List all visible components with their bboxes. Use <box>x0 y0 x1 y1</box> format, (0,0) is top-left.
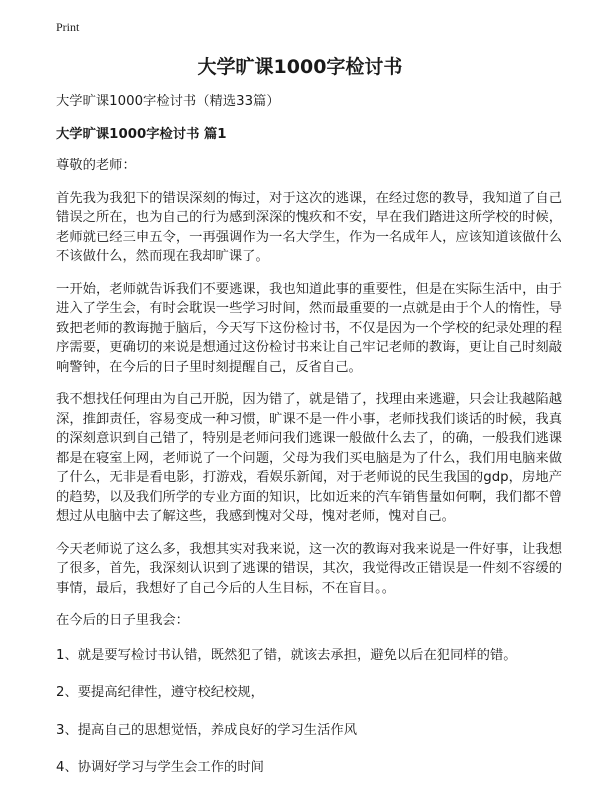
document-body <box>56 92 562 796</box>
paragraph: 首先我为我犯下的错误深刻的悔过，对于这次的逃课，在经过您的教导，我知道了自己错误之所在，也为自己的行为感到深深的愧疚和不安，早在我们踏进这所学校的时候，老师就已经三申五令，一再强调作为一名大学生，作为一名成年人，应该知道该做什么不该做什么，然而现在我却旷课了。 <box>56 190 562 264</box>
print-link[interactable]: Print <box>56 20 80 34</box>
list-item: 2、要提高纪律性，遵守校纪校规， <box>56 685 264 700</box>
paragraph: 一开始，老师就告诉我们不要逃课，我也知道此事的重要性，但是在实际生活中，由于进入了学生会，有时会耽误一些学习时间，然而最重要的一点就是由于个人的惰性，导致把老师的教诲抛于脑后，今天写下这份检讨书，不仅是因为一个学校的纪录处理的程序需要，更确切的来说是想通过这份检讨书来让自己牢记老师的教诲，更让自己时刻敲响警钟，在今后的日子里时刻提醒自己，反省自己。 <box>56 281 562 375</box>
list-item: 1、就是要写检讨书认错，既然犯了错，就该去承担，避免以后在犯同样的错。 <box>56 647 517 663</box>
document-subtitle: 大学旷课1000字检讨书（精选33篇） <box>56 94 280 109</box>
plan-intro: 在今后的日子里我会： <box>56 613 189 628</box>
section-title: 大学旷课1000字检讨书 篇1 <box>56 126 227 142</box>
document-title: 大学旷课1000字检讨书 <box>197 56 403 78</box>
list-item: 4、协调好学习与学生会工作的时间 <box>56 760 264 775</box>
paragraph: 我不想找任何理由为自己开脱，因为错了，就是错了，找理由来逃避，只会让我越陷越深，推卸责任，容易变成一种习惯，旷课不是一件小事，老师找我们谈话的时候，我真的深刻意识到自己错了，特别是老师问我们逃课一般做什么去了，的确，一般我们逃课都是在寝室上网，老师说了一个问题，父母为我们买电脑是为了什么，我们用电脑来做了什么，无非是看电影，打游戏，看娱乐新闻，对于老师说的民生我国的gdp，房地产的趋势，以及我们所学的专业方面的知识，比如近来的汽车销售量如何啊，我们都不曾想过从电脑中去了解这些，我感到愧对父母，愧对老师，愧对自己。 <box>56 392 562 524</box>
list-item: 3、提高自己的思想觉悟，养成良好的学习生活作风 <box>56 722 357 738</box>
paragraph: 今天老师说了这么多，我想其实对我来说，这一次的教诲对我来说是一件好事，让我想了很多，首先，我深刻认识到了逃课的错误，其次，我觉得改正错误是一件刻不容缓的事情，最后，我想好了自己今后的人生目标，不在盲目。。 <box>56 541 562 596</box>
salutation: 尊敬的老师： <box>56 158 136 173</box>
